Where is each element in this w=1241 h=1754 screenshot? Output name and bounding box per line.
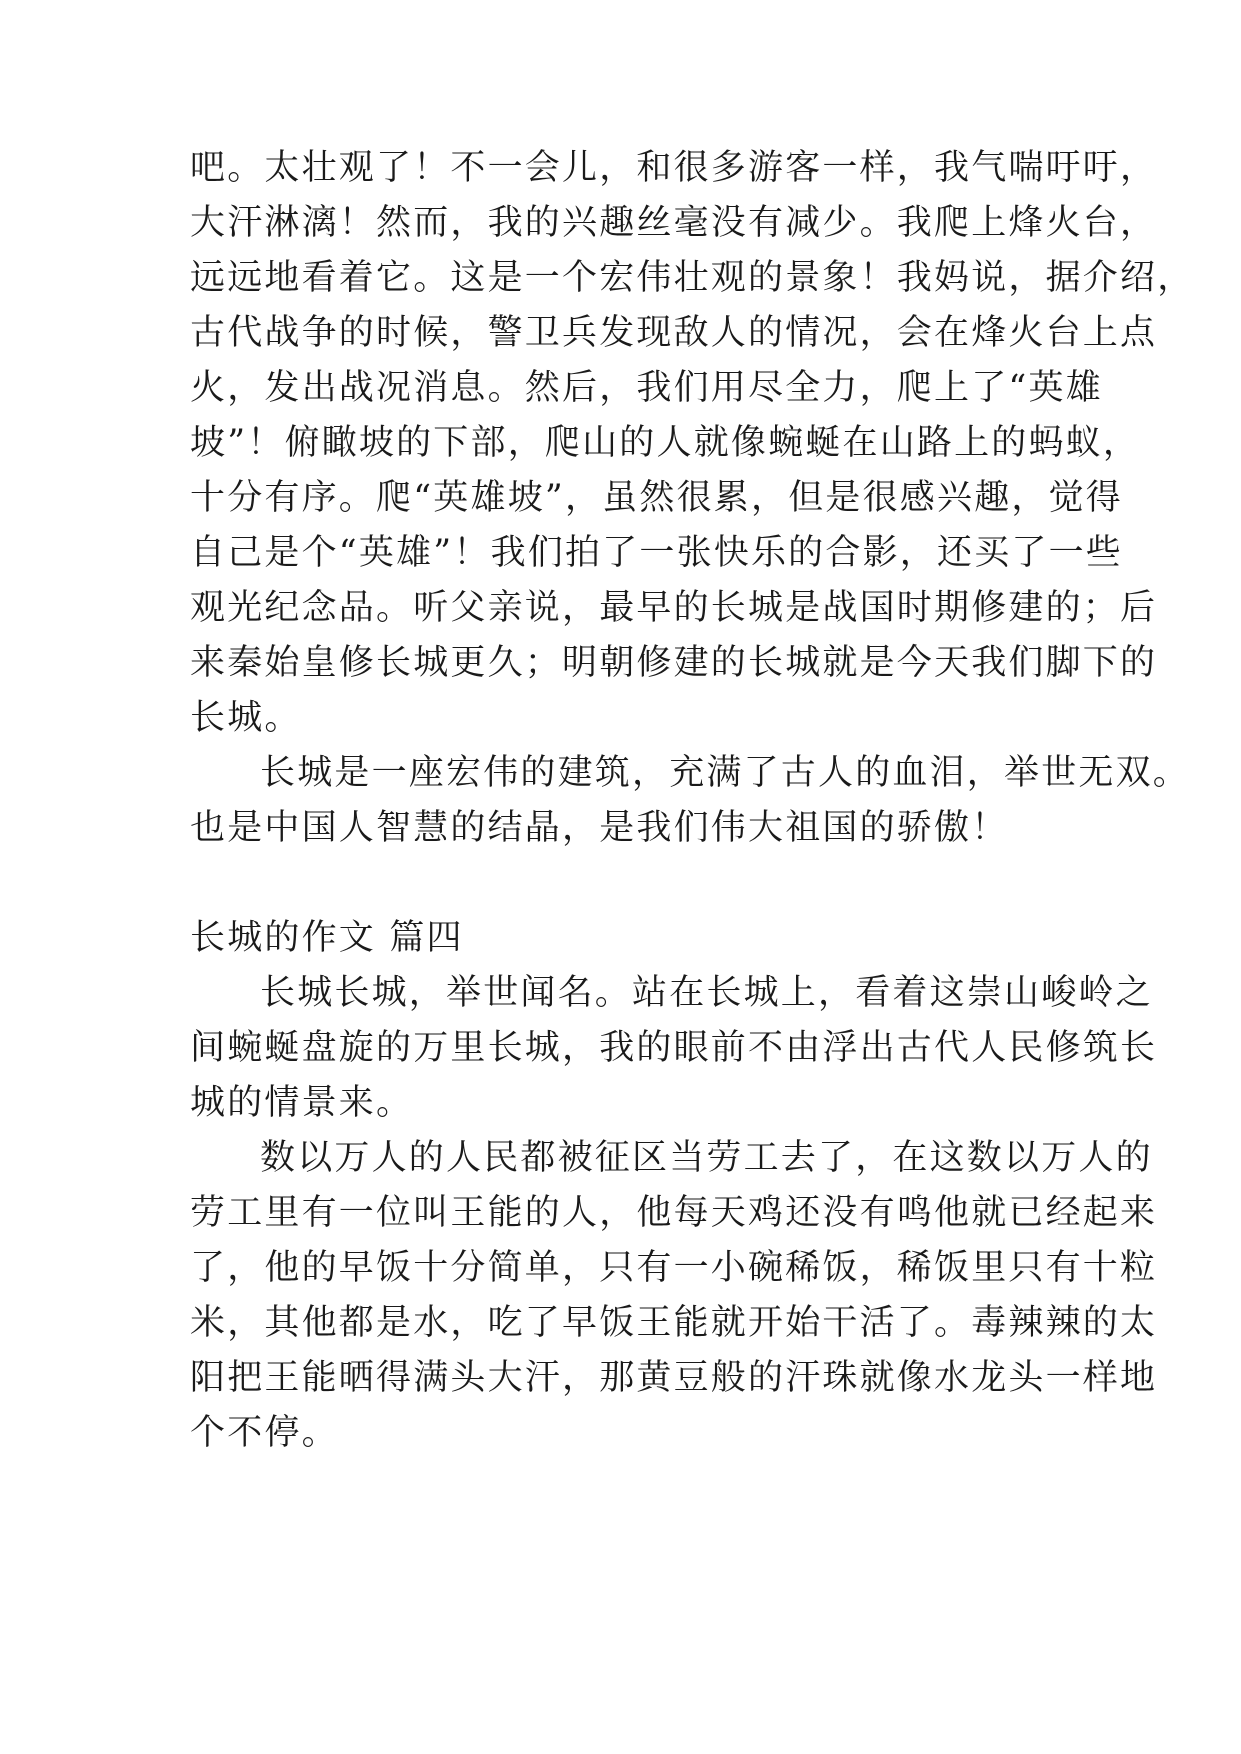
paragraph-line: 长城。 (190, 698, 302, 738)
paragraph-line: 来秦始皇修长城更久；明朝修建的长城就是今天我们脚下的 (190, 643, 1158, 683)
paragraph-line: 城的情景来。 (190, 1083, 414, 1123)
paragraph-line: 长城长城，举世闻名。站在长城上，看着这崇山峻岭之 (260, 973, 1153, 1013)
paragraph-line: 间蜿蜒盘旋的万里长城，我的眼前不由浮出古代人民修筑长 (190, 1028, 1158, 1068)
paragraph-line: 十分有序。爬“英雄坡”，虽然很累，但是很感兴趣，觉得 (190, 478, 1123, 518)
paragraph-line: 个不停。 (190, 1413, 339, 1453)
conclusion-line: 长城是一座宏伟的建筑，充满了古人的血泪，举世无双。 (260, 753, 1191, 793)
paragraph-line: 阳把王能晒得满头大汗，那黄豆般的汗珠就像水龙头一样地 (190, 1358, 1158, 1398)
paragraph-line: 自己是个“英雄”！我们拍了一张快乐的合影，还买了一些 (190, 533, 1123, 573)
paragraph-line: 米，其他都是水，吃了早饭王能就开始干活了。毒辣辣的太 (190, 1303, 1158, 1343)
paragraph-line: 劳工里有一位叫王能的人，他每天鸡还没有鸣他就已经起来 (190, 1193, 1158, 1233)
paragraph-line: 吧。太壮观了！不一会儿，和很多游客一样，我气喘吁吁， (190, 148, 1158, 188)
paragraph-line: 古代战争的时候，警卫兵发现敌人的情况，会在烽火台上点 (190, 313, 1158, 353)
paragraph-line: 了，他的早饭十分简单，只有一小碗稀饭，稀饭里只有十粒 (190, 1248, 1158, 1288)
paragraph-line: 火，发出战况消息。然后，我们用尽全力，爬上了“英雄 (190, 368, 1103, 408)
paragraph-line: 大汗淋漓！然而，我的兴趣丝毫没有减少。我爬上烽火台， (190, 203, 1158, 243)
section-heading: 长城的作文 篇四 (190, 918, 464, 958)
paragraph-line: 远远地看着它。这是一个宏伟壮观的景象！我妈说，据介绍， (190, 258, 1195, 298)
conclusion-line: 也是中国人智慧的结晶，是我们伟大祖国的骄傲！ (190, 808, 1009, 848)
paragraph-line: 坡”！俯瞰坡的下部，爬山的人就像蜿蜒在山路上的蚂蚁， (190, 423, 1141, 463)
paragraph-line: 数以万人的人民都被征区当劳工去了，在这数以万人的 (260, 1138, 1153, 1178)
paragraph-line: 观光纪念品。听父亲说，最早的长城是战国时期修建的；后 (190, 588, 1158, 628)
